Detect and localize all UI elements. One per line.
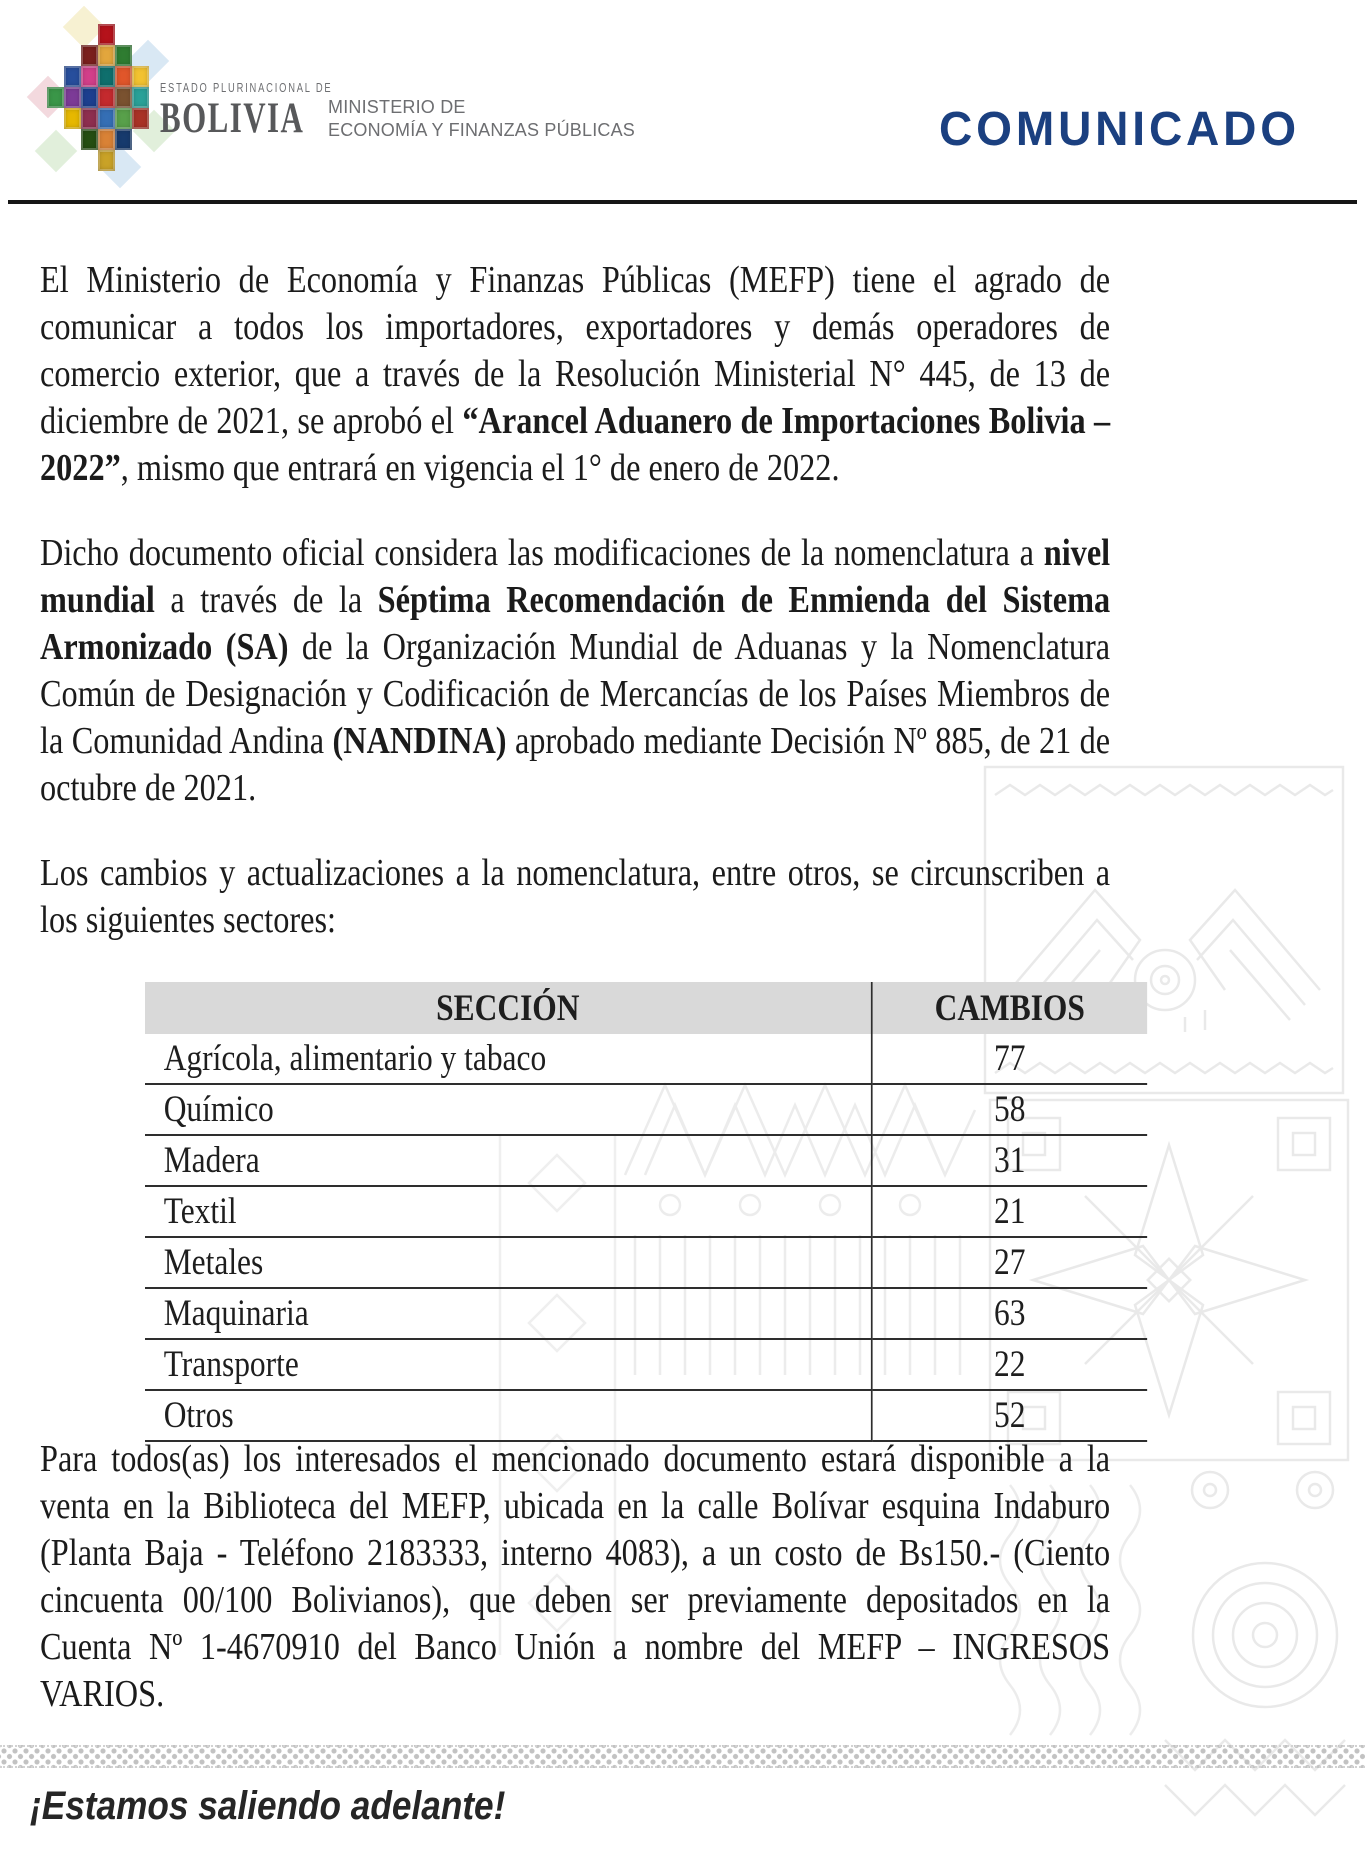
logo-tile	[64, 87, 81, 108]
logo-tile	[132, 66, 149, 87]
logo-tile	[81, 108, 98, 129]
cambios-cell: 21	[872, 1186, 1148, 1237]
seccion-cell: Químico	[145, 1084, 872, 1135]
logo-tile	[98, 87, 115, 108]
cambios-cell: 63	[872, 1288, 1148, 1339]
logo-tile	[81, 45, 98, 66]
bold-text-segment: (NANDINA)	[332, 720, 507, 762]
comunicado-title: COMUNICADO	[939, 103, 1300, 156]
logo-tile	[81, 87, 98, 108]
cambios-cell: 27	[872, 1237, 1148, 1288]
logo-tile	[64, 66, 81, 87]
brand-estado-plurinacional: ESTADO PLURINACIONAL DE	[160, 80, 333, 95]
text-segment: de la Organización Mundial de Aduanas y la Nomenclatura Común de Designación y Codificación de Mercancías de los Países Miembros de la Comunidad Andina	[40, 626, 1111, 762]
seccion-cell: Transporte	[145, 1339, 872, 1390]
ministry-name	[328, 96, 635, 142]
header-rule	[8, 200, 1357, 204]
seccion-cell: Metales	[145, 1237, 872, 1288]
brand-text	[160, 80, 332, 140]
body-paragraph-3	[40, 850, 1110, 944]
seccion-cell: Otros	[145, 1390, 872, 1441]
text-segment: Los cambios y actualizaciones a la nomenclatura, entre otros, se circunscriben a los siguientes sectores:	[40, 852, 1111, 941]
text-segment: Para todos(as) los interesados el mencionado documento estará disponible a la venta en la Biblioteca del MEFP, ubicada en la calle Bolívar esquina Indaburo (Planta Baja - Teléfono 2183333, interno 4083), a un costo de Bs150.- (Ciento cincuenta 00/100 Bolivianos), que deben ser previamente depositados en la Cuenta Nº 1-4670910 del Banco Unión a nombre del MEFP – INGRESOS VARIOS.	[40, 1438, 1111, 1715]
text-segment: a través de la	[154, 579, 378, 621]
cambios-cell: 22	[872, 1339, 1148, 1390]
logo-tile	[98, 108, 115, 129]
logo-tile	[115, 108, 132, 129]
logo-tile	[81, 66, 98, 87]
logo-tile	[64, 108, 81, 129]
seccion-cell: Madera	[145, 1135, 872, 1186]
ministry-line1: MINISTERIO DE	[328, 97, 466, 117]
document-footer	[0, 1745, 1365, 1861]
body-paragraph-4	[40, 1436, 1110, 1718]
logo-tile	[98, 45, 115, 66]
text-segment: , mismo que entrará en vigencia el 1° de enero de 2022.	[120, 447, 840, 489]
table-row	[145, 1084, 1147, 1135]
ministry-line2: ECONOMÍA Y FINANZAS PÚBLICAS	[328, 120, 636, 141]
seccion-cell: Textil	[145, 1186, 872, 1237]
body-paragraph-2	[40, 530, 1110, 812]
logo-tile	[132, 87, 149, 108]
table-row	[145, 1237, 1147, 1288]
logo-tile	[47, 87, 64, 108]
logo-tile	[81, 129, 98, 150]
logo-tile	[115, 87, 132, 108]
column-header-cambios: CAMBIOS	[872, 982, 1148, 1034]
text-segment: aprobado mediante Decisión Nº 885, de 21 de octubre de 2021.	[40, 720, 1111, 809]
changes-table	[145, 982, 1147, 1442]
changes-table-body	[145, 1034, 1147, 1441]
sectors-table-wrap	[145, 982, 1365, 1436]
text-segment: Dicho documento oficial considera las modificaciones de la nomenclatura a	[40, 532, 1044, 574]
cambios-cell: 58	[872, 1084, 1148, 1135]
seccion-cell: Maquinaria	[145, 1288, 872, 1339]
text-segment: El Ministerio de Economía y Finanzas Públicas (MEFP) tiene el agrado de comunicar a todos los importadores, exportadores y demás operadores de comercio exterior, que a través de la Resolución Ministerial N° 445, de 13 de diciembre de 2021, se aprobó el	[40, 259, 1111, 442]
cambios-cell: 77	[872, 1034, 1148, 1084]
logo-tile	[98, 24, 115, 45]
logo-tile	[98, 129, 115, 150]
logo-tile	[132, 108, 149, 129]
body-paragraph-1	[40, 257, 1110, 492]
logo-tile	[98, 66, 115, 87]
seccion-cell: Agrícola, alimentario y tabaco	[145, 1034, 872, 1084]
brand-bolivia: BOLIVIA	[160, 95, 305, 142]
table-row	[145, 1034, 1147, 1084]
logo-tile	[115, 45, 132, 66]
column-header-seccion: SECCIÓN	[145, 982, 872, 1034]
logo-mosaic	[47, 24, 149, 172]
bolivia-logo	[47, 24, 149, 172]
cambios-cell: 31	[872, 1135, 1148, 1186]
logo-tile	[98, 150, 115, 171]
cambios-cell: 52	[872, 1390, 1148, 1441]
document-header	[0, 0, 1365, 200]
table-row	[145, 1390, 1147, 1441]
table-row	[145, 1339, 1147, 1390]
decorative-band	[0, 1745, 1365, 1768]
table-row	[145, 1135, 1147, 1186]
logo-tile	[115, 66, 132, 87]
table-header-row	[145, 982, 1147, 1034]
table-row	[145, 1288, 1147, 1339]
logo-tile	[115, 129, 132, 150]
bold-text-segment: nivel mundial	[40, 532, 1111, 621]
bold-text-segment: “Arancel Aduanero de Importaciones Bolivia – 2022”	[40, 400, 1111, 489]
bold-text-segment: Séptima Recomendación de Enmienda del Sistema Armonizado (SA)	[40, 579, 1111, 668]
table-row	[145, 1186, 1147, 1237]
footer-slogan: ¡Estamos saliendo adelante!	[30, 1784, 506, 1828]
